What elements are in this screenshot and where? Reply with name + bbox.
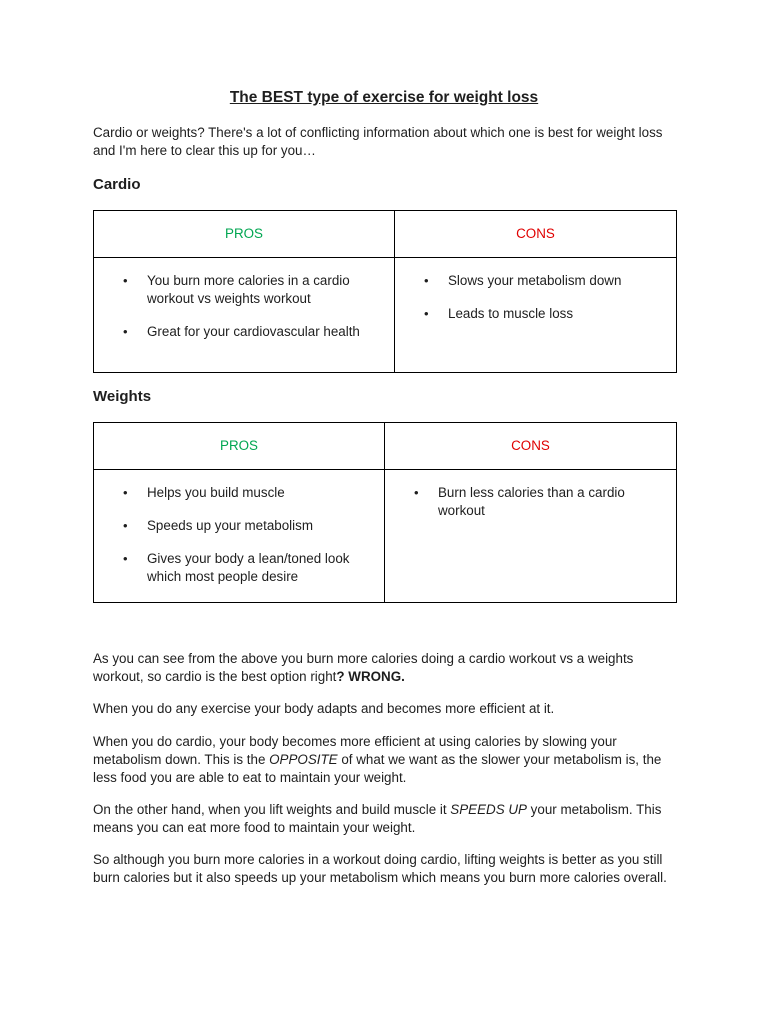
p1-text: As you can see from the above you burn more calories doing a cardio workout vs a weights workout, so cardio is the best option right [93, 651, 634, 684]
bullet-icon: • [123, 324, 128, 339]
weights-cons-cell [385, 470, 677, 603]
list-item [94, 323, 384, 341]
p3-text-b: of what we want as the slower your metabolism is, the less food you are able to eat to maintain your weight. [93, 752, 662, 785]
cardio-pros-cons-table [93, 210, 677, 373]
list-item [94, 272, 384, 308]
weights-pros-cons-table [93, 422, 677, 603]
p3-emphasis: OPPOSITE [269, 752, 338, 767]
p4-emphasis: SPEEDS UP [450, 802, 527, 817]
cardio-cons-cell [395, 258, 677, 373]
p3-text-a: When you do cardio, your body becomes more efficient at using calories by slowing your metabolism down. This is the [93, 734, 617, 767]
list-item [385, 484, 666, 520]
cardio-pros-cell [94, 258, 395, 373]
weights-pros-cell [94, 470, 385, 603]
cardio-cons-header: CONS [395, 211, 677, 258]
p1-bold: ? WRONG. [336, 669, 405, 684]
body-paragraph-3 [93, 733, 683, 787]
bullet-icon: • [424, 306, 429, 321]
document-title: The BEST type of exercise for weight loss [229, 89, 539, 106]
bullet-icon: • [123, 518, 128, 533]
body-paragraph-2: When you do any exercise your body adapts and becomes more efficient at it. [93, 701, 555, 716]
intro-paragraph: Cardio or weights? There's a lot of conflicting information about which one is best for weight loss and I'm here to clear this up for you… [93, 125, 663, 158]
weights-pro-1: Helps you build muscle [147, 485, 285, 500]
list-item [395, 305, 666, 323]
cardio-pros-header: PROS [94, 211, 395, 258]
list-item [94, 517, 374, 535]
cardio-heading: Cardio [93, 176, 141, 193]
weights-con-1: Burn less calories than a cardio workout [438, 485, 625, 518]
cardio-pro-2: Great for your cardiovascular health [147, 324, 360, 339]
cardio-con-1: Slows your metabolism down [448, 273, 622, 288]
weights-heading: Weights [93, 388, 152, 405]
list-item [94, 550, 374, 586]
body-paragraph-5: So although you burn more calories in a workout doing cardio, lifting weights is better as you still burn calories but it also speeds up your metabolism which means you burn more calories overall. [93, 852, 667, 885]
body-paragraph-1 [93, 650, 683, 686]
bullet-icon: • [123, 273, 128, 288]
bullet-icon: • [123, 551, 128, 566]
body-paragraph-4 [93, 801, 683, 837]
list-item [395, 272, 666, 290]
weights-cons-header: CONS [385, 423, 677, 470]
cardio-con-2: Leads to muscle loss [448, 306, 574, 321]
bullet-icon: • [123, 485, 128, 500]
bullet-icon: • [424, 273, 429, 288]
weights-pros-header: PROS [94, 423, 385, 470]
weights-pro-3: Gives your body a lean/toned look which most people desire [147, 551, 350, 584]
list-item [94, 484, 374, 502]
p4-text-a: On the other hand, when you lift weights and build muscle it [93, 802, 451, 817]
bullet-icon: • [414, 485, 419, 500]
weights-pro-2: Speeds up your metabolism [147, 518, 313, 533]
p4-text-b: your metabolism. This means you can eat more food to maintain your weight. [93, 802, 662, 835]
cardio-pro-1: You burn more calories in a cardio workout vs weights workout [147, 273, 350, 306]
